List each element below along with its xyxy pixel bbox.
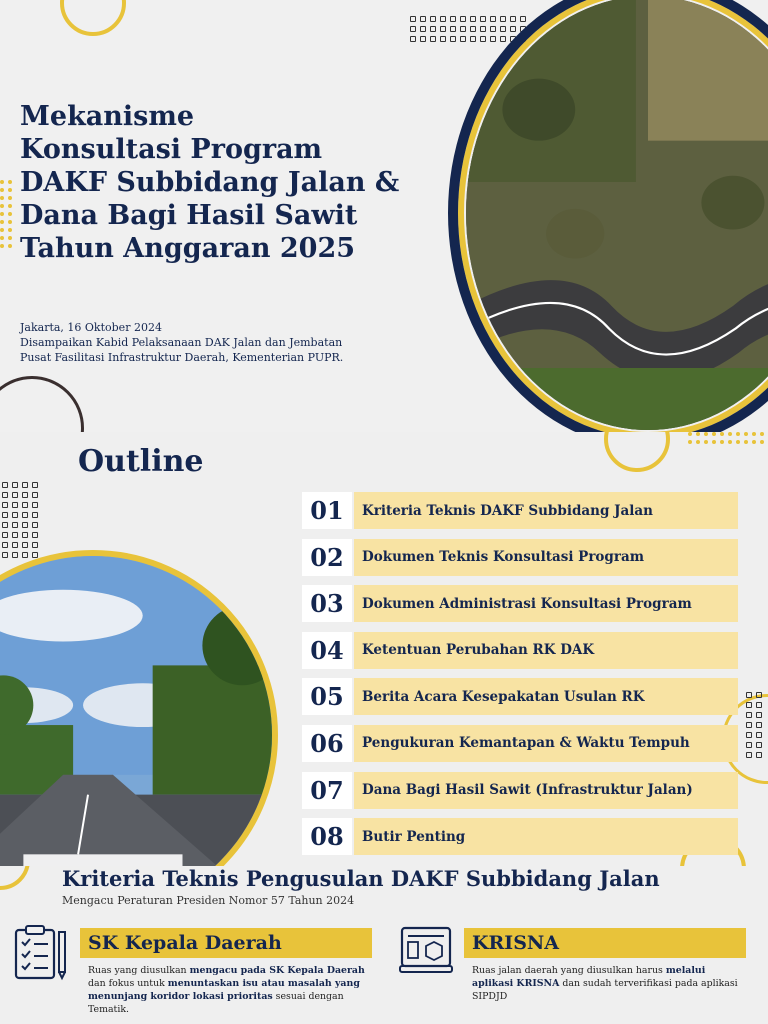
- decorative-ring-top: [604, 432, 670, 472]
- street-photo: [0, 550, 278, 866]
- presentation-meta: [20, 320, 440, 365]
- presenter-line: Pusat Fasilitasi Infrastruktur Daerah, Kementerian PUPR.: [20, 351, 344, 364]
- outline-number: 07: [302, 772, 352, 809]
- decorative-dot-grid: [2, 482, 38, 558]
- outline-label: Butir Penting: [354, 818, 738, 855]
- title-line: Tahun Anggaran 2025: [20, 233, 356, 264]
- outline-label: Berita Acara Kesepakatan Usulan RK: [354, 678, 738, 715]
- outline-item[interactable]: [302, 539, 738, 576]
- outline-label: Dokumen Administrasi Konsultasi Program: [354, 585, 738, 622]
- title-line: Mekanisme: [20, 101, 195, 132]
- outline-label: Pengukuran Kemantapan & Waktu Tempuh: [354, 725, 738, 762]
- card-body-text: Ruas jalan daerah yang diusulkan harus melalui aplikasi KRISNA dan sudah terverifikasi pada aplikasi SIPDJD: [472, 965, 738, 1002]
- outline-item[interactable]: [302, 678, 738, 715]
- criteria-slide: [0, 866, 768, 1024]
- outline-number: 06: [302, 725, 352, 762]
- title-slide: [0, 0, 768, 432]
- outline-title: Outline: [78, 444, 204, 479]
- outline-number: 03: [302, 585, 352, 622]
- outline-item[interactable]: [302, 818, 738, 855]
- clipboard-checklist-icon: [12, 924, 70, 986]
- title-line: Dana Bagi Hasil Sawit: [20, 200, 358, 231]
- decorative-yellow-dots: [688, 432, 764, 444]
- section-subtitle: Mengacu Peraturan Presiden Nomor 57 Tahun 2024: [62, 894, 355, 907]
- outline-label: Kriteria Teknis DAKF Subbidang Jalan: [354, 492, 738, 529]
- aerial-road-photo: [448, 0, 768, 432]
- outline-number: 08: [302, 818, 352, 855]
- outline-item[interactable]: [302, 725, 738, 762]
- decorative-yellow-dots: [0, 180, 12, 248]
- outline-number: 05: [302, 678, 352, 715]
- decorative-ring-left: [0, 866, 30, 890]
- presentation-title: [20, 100, 450, 265]
- decorative-dot-grid: [410, 16, 526, 42]
- presenter-line: Disampaikan Kabid Pelaksanaan DAK Jalan dan Jembatan: [20, 336, 343, 349]
- outline-slide: [0, 432, 768, 866]
- outline-label: Dana Bagi Hasil Sawit (Infrastruktur Jalan): [354, 772, 738, 809]
- outline-number: 01: [302, 492, 352, 529]
- outline-item[interactable]: [302, 492, 738, 529]
- outline-list: [302, 492, 738, 865]
- monitor-app-icon: [398, 924, 454, 984]
- outline-item[interactable]: [302, 772, 738, 809]
- title-line: Konsultasi Program: [20, 134, 323, 165]
- card-body-text: Ruas yang diusulkan mengacu pada SK Kepala Daerah dan fokus untuk menuntaskan isu atau masalah yang menunjang koridor lokasi prioritas sesuai dengan Tematik.: [88, 965, 365, 1015]
- decorative-dot-grid-right: [746, 692, 762, 758]
- outline-item[interactable]: [302, 585, 738, 622]
- outline-number: 04: [302, 632, 352, 669]
- card-heading: KRISNA: [464, 928, 746, 958]
- presentation-date: Jakarta, 16 Oktober 2024: [20, 321, 162, 334]
- outline-number: 02: [302, 539, 352, 576]
- title-line: DAKF Subbidang Jalan &: [20, 167, 400, 198]
- card-heading: SK Kepala Daerah: [80, 928, 372, 958]
- section-title: Kriteria Teknis Pengusulan DAKF Subbidang Jalan: [62, 866, 660, 891]
- outline-label: Dokumen Teknis Konsultasi Program: [354, 539, 738, 576]
- decorative-ring-top: [60, 0, 126, 36]
- outline-label: Ketentuan Perubahan RK DAK: [354, 632, 738, 669]
- outline-item[interactable]: [302, 632, 738, 669]
- decorative-ring-bottom: [0, 376, 84, 432]
